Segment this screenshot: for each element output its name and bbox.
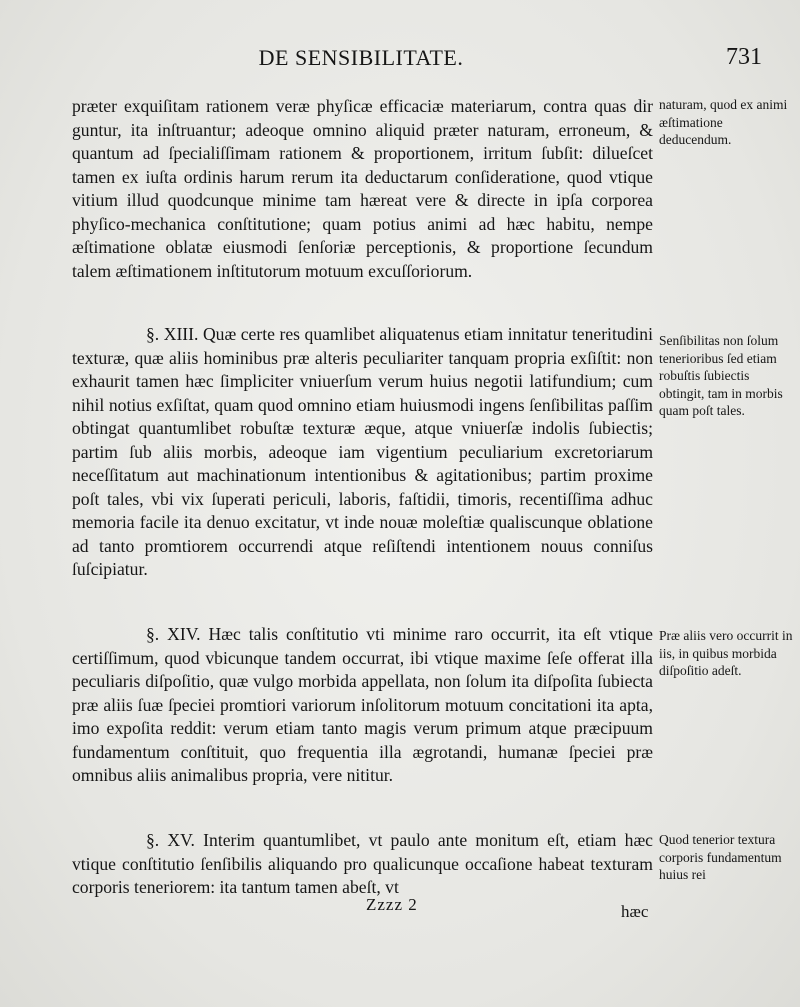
margin-note: Senſibilitas non ſolum tenerioribus ſed etiam robuſtis ſubiectis obtingit, tam in morbis quam poſt tales. (659, 333, 783, 418)
paragraph: præter exquiſitam rationem veræ phyſicæ efficaciæ materiarum, contra quas dir guntur, ita inſtruantur; adeoque omnino aliquid præter naturam, erroneum, & quantum ad ſpecialiſſimam rationem & proportionem, irritum ſubſit: dilueſcet tamen ex iuſta ordinis harum rerum ita deductarum conſideratione, quod vtique vitium illud quodcunque minime tam hæreat vere & directe in ipſa corporea phyſico-mechanica conſtitutione; quam potius animi ad hæc habitu, nempe æſtimatione oblatæ eiusmodi ſenſoriæ perceptionis, & proportione ſecundum talem æſtimationem inſtitutorum motuum excuſſoriorum. (72, 96, 653, 281)
signature-mark: Zzzz 2 (366, 895, 418, 914)
margin-note: Quod tenerior textura corporis fundamentum huius rei (659, 832, 782, 882)
margin-note: Præ aliis vero occurrit in iis, in quibus morbida diſpoſitio adeſt. (659, 628, 793, 678)
paragraph-section-xv: §. XV. Interim quantumlibet, vt paulo ante monitum eſt, etiam hæc vtique conſtitutio ſenſibilis aliquando pro qualicunque occaſione habeat texturam corporis teneriorem: ita tantum tamen abeſt, vt (72, 830, 653, 897)
running-head: DE SENSIBILITATE. (258, 45, 464, 70)
catchword: hæc (621, 902, 649, 921)
margin-note: naturam, quod ex animi æſtimatione deducendum. (659, 97, 788, 147)
paragraph-section-xiv: §. XIV. Hæc talis conſtitutio vti minime raro occurrit, ita eſt vtique certiſſimum, quod vbicunque tandem occurrat, ibi vtique maxime ſeſe offerat illa peculiaris diſpoſitio, quæ vulgo morbida appellata, non ſolum ita diſpoſita ſubiecta præ aliis ſuæ ſpeciei promtiori variorum inſolitorum motuum concitationi ita apta, imo expoſita reddit: verum etiam tanto magis verum primum atque præcipuum fundamentum conſtituit, quo frequentia illa ægrotandi, humanæ ſpeciei præ omnibus aliis animalibus propria, vere nititur. (72, 624, 653, 785)
paragraph-section-xiii: §. XIII. Quæ certe res quamlibet aliquatenus etiam innitatur teneritudini texturæ, quæ aliis hominibus præ alteris peculiariter tanquam propria exſiſtit: non exhaurit tamen hæc ſimpliciter vniuerſum verum huius negotii latifundium; cum nihil notius exſiſtat, quam quod omnino etiam huiusmodi ingens ſenſibilitas paſſim obtingat quantumlibet robuſtæ texturæ æque, atque vniuerſæ indolis ſubiectis; partim ſub aliis morbis, adeoque iam vigentium peculiarium excretoriarum neceſſitatum aut machinationum intentionibus & agitationibus; partim proxime poſt tales, vbi vix ſuperati periculi, laboris, faſtidii, timoris, recentiſſima adhuc memoria facile ita denuo excitatur, vt inde nouæ moleſtiæ qualiscunque oblatione ad tanto promtiorem occurrendi atque reſiſtendi intentionem nouus conniſus ſuſcipiatur. (72, 324, 653, 579)
page-number: 731 (726, 44, 762, 70)
